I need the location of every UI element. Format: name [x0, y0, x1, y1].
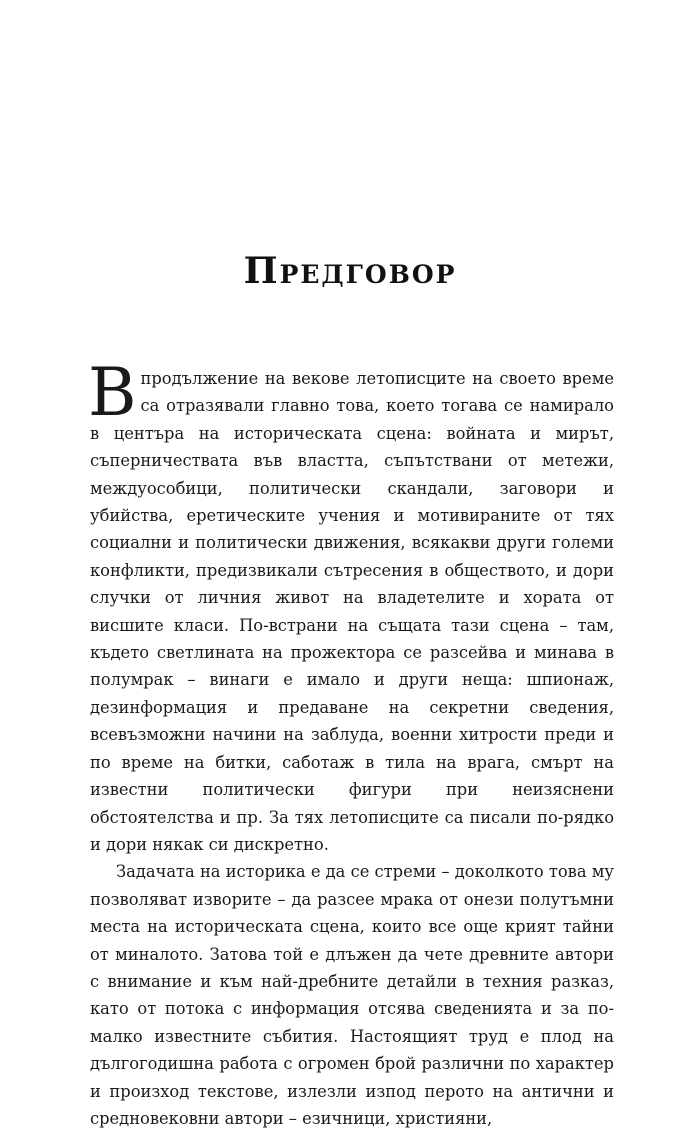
paragraph-2-text: Задачата на историка е да се стреми – доколкото това му позволяват изворите – да разсее мрака от онези полутъмни места на историческата сцена, които все още крият тайни от миналото. Затова той е длъжен да чете древните автори с внимание и към най-дребните детайли в техния разказ, като от потока с информация отсява сведенията и за по-малко известните събития. Настоящият труд е плод на дългогодишна работа с огромен брой различни по характер и произход текстове, излезли изпод перото на антични и средновековни автори – езичници, християни,: [90, 862, 614, 1128]
paragraph-1: [88, 354, 614, 858]
paragraph-1-text: продължение на векове летописците на своето време са отразявали главно това, което тогава се намирало в центъра на историческата сцена: войната и мирът, съперничествата във властта, съпътствани от метежи, междуособици, политически скандали, заговори и убийства, еретическите учения и мотивираните от тях социални и политически движения, всякакви други големи конфликти, предизвикали сътресения в обществото, и дори случки от личния живот на владетелите и хората от висшите класи. По-встрани на същата тази сцена – там, където светлината на прожектора се разсейва и минава в полумрак – винаги е имало и други неща: шпионаж, дезинформация и предаване на секретни сведения, всевъзможни начини на заблуда, военни хитрости преди и по време на битки, саботаж в тила на врага, смърт на известни политически фигури при неизяснени обстоятелства и пр. За тях летописците са писали по-рядко и дори някак си дискретно.: [90, 369, 614, 854]
drop-cap: В: [88, 354, 137, 431]
paragraph-2: [90, 858, 614, 1132]
body-text: [88, 354, 614, 1132]
chapter-title: Предговор: [243, 250, 457, 292]
